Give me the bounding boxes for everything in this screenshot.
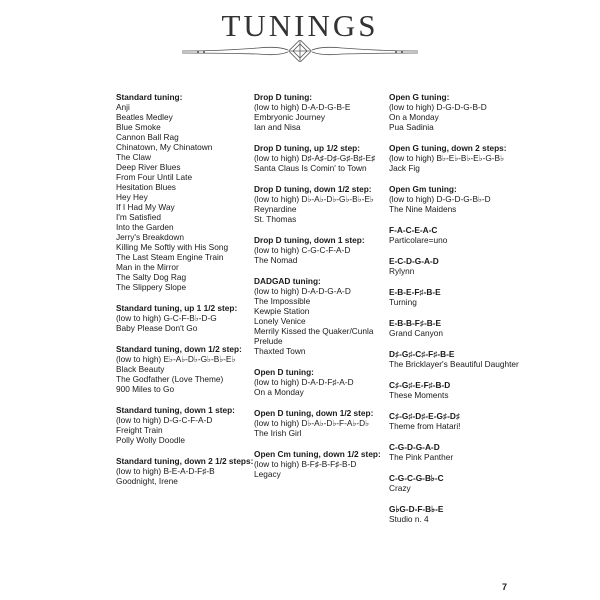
song-line: On a Monday	[389, 112, 439, 122]
song-line: Turning	[389, 297, 417, 307]
song-line: The Nine Maidens	[389, 204, 457, 214]
song-line: The Nomad	[254, 255, 298, 265]
song-line: I'm Satisfied	[116, 212, 161, 222]
song-line: On a Monday	[254, 387, 304, 397]
section-title: DADGAD tuning:	[254, 276, 321, 286]
tuning-notes: (low to high) D-A-D-G-B-E	[254, 102, 351, 112]
section-title: E-B-E-F♯-B-E	[389, 287, 441, 297]
song-line: Killing Me Softly with His Song	[116, 242, 229, 252]
song-line: The Pink Panther	[389, 452, 454, 462]
song-line: Jerry's Breakdown	[116, 232, 184, 242]
song-line: The Last Steam Engine Train	[116, 252, 224, 262]
song-line: Particolare=uno	[389, 235, 448, 245]
song-line: Lonely Venice	[254, 316, 306, 326]
section-title: Drop D tuning, down 1/2 step:	[254, 184, 372, 194]
tuning-section	[116, 303, 251, 333]
tunings-column-1	[116, 92, 254, 497]
section-title: C♯-G♯-E-F♯-B-D	[389, 380, 451, 390]
section-title: Open G tuning:	[389, 92, 450, 102]
tuning-section	[389, 143, 524, 173]
song-line: The Godfather (Love Theme)	[116, 374, 224, 384]
tunings-column-2	[254, 92, 384, 490]
song-line: Chinatown, My Chinatown	[116, 142, 213, 152]
tuning-section	[389, 504, 524, 524]
tuning-section	[389, 287, 524, 307]
section-title: D♯-G♯-C♯-F♯-B-E	[389, 349, 455, 359]
tuning-section	[389, 318, 524, 338]
song-line: Black Beauty	[116, 364, 165, 374]
song-line: Baby Please Don't Go	[116, 323, 198, 333]
page-title: TUNINGS	[221, 8, 379, 43]
tuning-section	[389, 184, 524, 214]
section-title: Drop D tuning, down 1 step:	[254, 235, 365, 245]
song-line: Into the Garden	[116, 222, 174, 232]
song-line: The Impossible	[254, 296, 311, 306]
section-title: Drop D tuning:	[254, 92, 313, 102]
tuning-section	[389, 256, 524, 276]
song-line: Theme from Hatari!	[389, 421, 461, 431]
section-title: C-G-C-G-B♭-C	[389, 473, 444, 483]
song-line: Beatles Medley	[116, 112, 173, 122]
tuning-section	[389, 411, 524, 431]
section-title: E-C-D-G-A-D	[389, 256, 439, 266]
song-line: The Claw	[116, 152, 152, 162]
song-line: Man in the Mirror	[116, 262, 179, 272]
tuning-section	[254, 143, 384, 173]
tuning-section	[116, 456, 254, 486]
song-line: If I Had My Way	[116, 202, 175, 212]
song-line: Pua Sadinia	[389, 122, 434, 132]
tunings-column-3	[389, 92, 524, 535]
song-line: Thaxted Town	[254, 346, 306, 356]
song-line: The Salty Dog Rag	[116, 272, 187, 282]
tuning-notes: (low to high) D-G-D-G-B-D	[389, 102, 487, 112]
page-number: 7	[502, 582, 508, 592]
song-line: Studio n. 4	[389, 514, 429, 524]
tuning-section	[389, 473, 524, 493]
section-title: Standard tuning, down 1/2 step:	[116, 344, 242, 354]
song-line: Reynardine	[254, 204, 297, 214]
song-line: Prelude	[254, 336, 283, 346]
song-line: Hesitation Blues	[116, 182, 176, 192]
tuning-notes: (low to high) B♭-E♭-B♭-E♭-G-B♭	[389, 153, 505, 163]
tuning-section	[389, 442, 524, 462]
tuning-section	[389, 225, 524, 245]
song-line: Grand Canyon	[389, 328, 443, 338]
section-title: Open Cm tuning, down 1/2 step:	[254, 449, 381, 459]
song-line: Embryonic Journey	[254, 112, 326, 122]
song-line: Polly Wolly Doodle	[116, 435, 186, 445]
section-title: F-A-C-E-A-C	[389, 225, 438, 235]
tuning-section	[254, 408, 384, 438]
section-title: G♭G-D-F-B♭-E	[389, 504, 444, 514]
tuning-notes: (low to high) D-G-D-G-B♭-D	[389, 194, 491, 204]
song-line: Hey Hey	[116, 192, 148, 202]
section-title: C♯-G♯-D♯-E-G♯-D♯	[389, 411, 460, 421]
song-line: Cannon Ball Rag	[116, 132, 179, 142]
song-line: The Irish Girl	[254, 428, 302, 438]
song-line: Santa Claus Is Comin' to Town	[254, 163, 367, 173]
section-title: Open G tuning, down 2 steps:	[389, 143, 507, 153]
section-title: E-B-B-F♯-B-E	[389, 318, 442, 328]
song-line: Ian and Nisa	[254, 122, 301, 132]
tuning-section	[254, 92, 384, 132]
song-line: 900 Miles to Go	[116, 384, 175, 394]
section-title: Open D tuning:	[254, 367, 314, 377]
song-line: The Bricklayer's Beautiful Daughter	[389, 359, 519, 369]
tuning-section	[116, 92, 251, 292]
tuning-notes: (low to high) G-C-F-B♭-D-G	[116, 313, 217, 323]
song-line: From Four Until Late	[116, 172, 193, 182]
song-line: Goodnight, Irene	[116, 476, 178, 486]
song-line: Kewpie Station	[254, 306, 310, 316]
tuning-section	[389, 92, 524, 132]
tuning-section	[254, 235, 384, 265]
section-title: Drop D tuning, up 1/2 step:	[254, 143, 361, 153]
tuning-notes: (low to high) D-G-C-F-A-D	[116, 415, 213, 425]
tuning-section	[254, 276, 384, 356]
section-title: C-G-D-G-A-D	[389, 442, 440, 452]
song-line: Jack Fig	[389, 163, 420, 173]
song-line: St. Thomas	[254, 214, 297, 224]
tuning-notes: (low to high) B-F♯-B-F♯-B-D	[254, 459, 357, 469]
tuning-notes: (low to high) C-G-C-F-A-D	[254, 245, 351, 255]
song-line: Freight Train	[116, 425, 163, 435]
section-title: Standard tuning, up 1 1/2 step:	[116, 303, 238, 313]
tuning-section	[389, 349, 524, 369]
tuning-section	[389, 380, 524, 400]
title-ornament	[178, 40, 422, 62]
tuning-section	[116, 405, 251, 445]
section-title: Standard tuning, down 1 step:	[116, 405, 235, 415]
section-title: Open Gm tuning:	[389, 184, 457, 194]
section-title: Standard tuning:	[116, 92, 183, 102]
tuning-section	[254, 449, 384, 479]
tuning-notes: (low to high) D♭-A♭-D♭-G♭-B♭-E♭	[254, 194, 374, 204]
tuning-section	[116, 344, 251, 394]
song-line: Blue Smoke	[116, 122, 161, 132]
tuning-notes: (low to high) D-A-D-F♯-A-D	[254, 377, 354, 387]
song-line: Anji	[116, 102, 130, 112]
tuning-notes: (low to high) B-E-A-D-F♯-B	[116, 466, 215, 476]
tuning-section	[254, 184, 384, 224]
section-title: Open D tuning, down 1/2 step:	[254, 408, 374, 418]
tuning-notes: (low to high) D♭-A♭-D♭-F-A♭-D♭	[254, 418, 369, 428]
tuning-notes: (low to high) E♭-A♭-D♭-G♭-B♭-E♭	[116, 354, 236, 364]
section-title: Standard tuning, down 2 1/2 steps:	[116, 456, 254, 466]
song-line: These Moments	[389, 390, 449, 400]
song-line: The Slippery Slope	[116, 282, 187, 292]
song-line: Rylynn	[389, 266, 415, 276]
tuning-section	[254, 367, 384, 397]
song-line: Crazy	[389, 483, 411, 493]
song-line: Legacy	[254, 469, 281, 479]
song-line: Merrily Kissed the Quaker/Cunla	[254, 326, 374, 336]
tuning-notes: (low to high) D♯-A♯-D♯-G♯-B♯-E♯	[254, 153, 376, 163]
tuning-notes: (low to high) D-A-D-G-A-D	[254, 286, 351, 296]
song-line: Deep River Blues	[116, 162, 181, 172]
